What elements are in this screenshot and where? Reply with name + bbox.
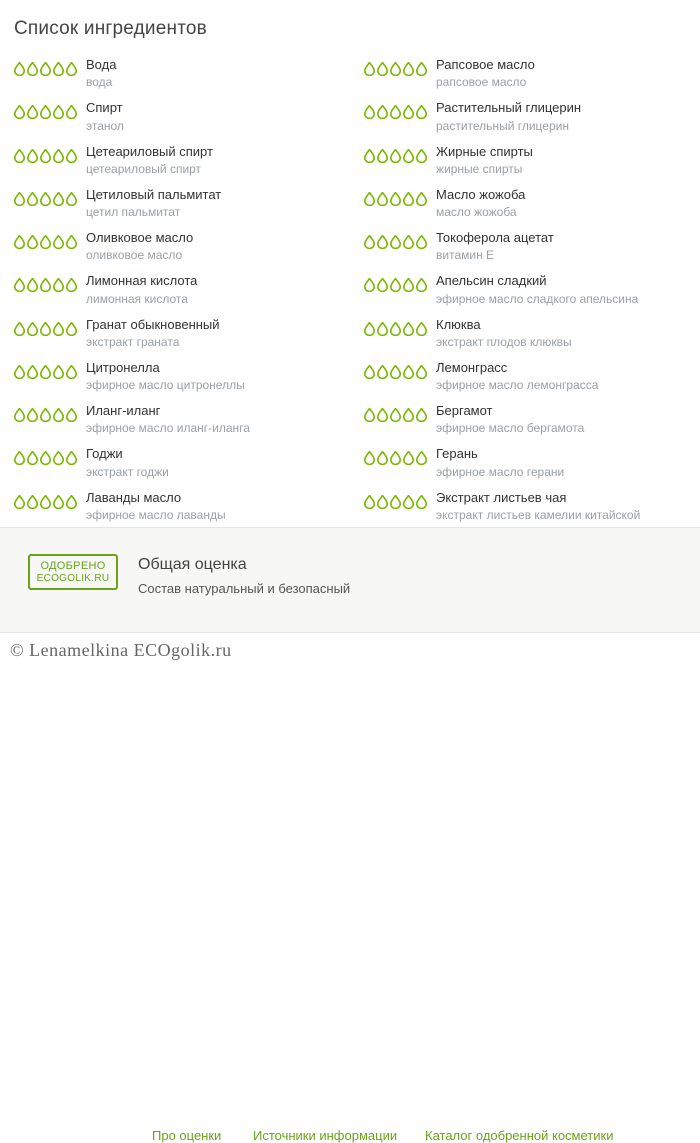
- leaf-drop-icon: [53, 62, 64, 76]
- leaf-drop-icon: [14, 105, 25, 119]
- ingredient-name[interactable]: Жирные спирты: [436, 143, 533, 159]
- leaf-drop-icon: [40, 278, 51, 292]
- leaf-drop-icon: [403, 192, 414, 206]
- ingredient-name[interactable]: Цетеариловый спирт: [86, 143, 213, 159]
- leaf-drop-icon: [53, 365, 64, 379]
- ingredient-text: [86, 403, 250, 436]
- ingredient-subtitle: экстракт плодов клюквы: [436, 334, 572, 349]
- ingredient-name[interactable]: Лемонграсс: [436, 359, 508, 375]
- leaf-drop-icon: [403, 235, 414, 249]
- leaf-drop-icon: [27, 235, 38, 249]
- leaf-drop-icon: [40, 149, 51, 163]
- leaf-drop-icon: [66, 322, 77, 336]
- leaf-drop-icon: [14, 408, 25, 422]
- leaf-drop-icon: [66, 105, 77, 119]
- ingredient-rating: [364, 446, 436, 465]
- ingredient-text: [86, 446, 169, 479]
- ingredient-text: [436, 317, 572, 350]
- ingredient-row: [0, 355, 350, 398]
- ingredient-rating: [364, 273, 436, 292]
- bottom-bar: [0, 632, 700, 667]
- leaf-drop-icon: [403, 62, 414, 76]
- leaf-drop-icon: [66, 149, 77, 163]
- leaf-drop-icon: [416, 408, 427, 422]
- leaf-drop-icon: [364, 408, 375, 422]
- leaf-drop-icon: [40, 451, 51, 465]
- leaf-drop-icon: [53, 149, 64, 163]
- ingredient-text: [86, 273, 197, 306]
- leaf-drop-icon: [403, 451, 414, 465]
- ingredient-rating: [14, 144, 86, 163]
- ingredient-row: [350, 95, 700, 138]
- ingredient-rating: [14, 360, 86, 379]
- leaf-drop-icon: [416, 62, 427, 76]
- leaf-drop-icon: [66, 451, 77, 465]
- ingredient-name[interactable]: Лаванды масло: [86, 489, 182, 505]
- leaf-drop-icon: [416, 278, 427, 292]
- ingredient-name[interactable]: Оливковое масло: [86, 230, 194, 245]
- ingredient-rating: [364, 403, 436, 422]
- ingredient-row: [350, 52, 700, 95]
- leaf-drop-icon: [66, 408, 77, 422]
- overall-score-block: [138, 556, 350, 596]
- ingredient-name[interactable]: Герань: [436, 446, 478, 462]
- ingredient-rating: [364, 187, 436, 206]
- ingredient-subtitle: вода: [86, 75, 113, 90]
- ingredient-text: [436, 490, 640, 523]
- ingredient-text: [436, 360, 598, 393]
- leaf-drop-icon: [40, 235, 51, 249]
- ingredient-rating: [364, 490, 436, 509]
- page-title: Список ингредиентов: [14, 18, 207, 39]
- leaf-drop-icon: [66, 235, 77, 249]
- ingredient-text: [436, 230, 554, 263]
- leaf-drop-icon: [364, 105, 375, 119]
- leaf-drop-icon: [364, 278, 375, 292]
- leaf-drop-icon: [40, 495, 51, 509]
- ingredient-name[interactable]: Цитронелла: [86, 359, 160, 375]
- leaf-drop-icon: [403, 322, 414, 336]
- ingredient-rating: [364, 144, 436, 163]
- leaf-drop-icon: [364, 62, 375, 76]
- ingredient-text: [436, 273, 638, 306]
- ingredient-subtitle: лимонная кислота: [86, 291, 188, 306]
- overall-score-title: Общая оценка: [138, 556, 247, 573]
- ingredient-row: [350, 398, 700, 441]
- leaf-drop-icon: [403, 149, 414, 163]
- ingredient-subtitle: масло жожоба: [436, 205, 517, 219]
- ingredient-subtitle: экстракт граната: [86, 334, 180, 349]
- ingredient-row: [0, 95, 350, 138]
- overall-score-subtitle: Состав натуральный и безопасный: [138, 581, 351, 596]
- ingredient-text: [86, 57, 116, 90]
- copyright-text: © Lenamelkina ECOgolik.ru: [10, 639, 232, 660]
- ingredients-column-left: [0, 52, 350, 571]
- leaf-drop-icon: [403, 105, 414, 119]
- leaf-drop-icon: [66, 495, 77, 509]
- link-information-sources[interactable]: Источники информации: [253, 1128, 398, 1143]
- leaf-drop-icon: [377, 451, 388, 465]
- ingredient-row: [0, 182, 350, 225]
- ingredient-subtitle: рапсовое масло: [436, 75, 527, 90]
- leaf-drop-icon: [27, 192, 38, 206]
- leaf-drop-icon: [14, 278, 25, 292]
- leaf-drop-icon: [416, 451, 427, 465]
- leaf-drop-icon: [27, 105, 38, 119]
- leaf-drop-icon: [390, 322, 401, 336]
- ingredient-rating: [14, 230, 86, 249]
- ingredient-row: [0, 398, 350, 441]
- leaf-drop-icon: [27, 278, 38, 292]
- leaf-drop-icon: [66, 192, 77, 206]
- leaf-drop-icon: [364, 365, 375, 379]
- ingredient-text: [86, 490, 226, 523]
- ingredient-rating: [14, 187, 86, 206]
- ingredient-subtitle: эфирное масло сладкого апельсина: [436, 291, 639, 306]
- ingredient-text: [436, 446, 564, 479]
- leaf-drop-icon: [416, 235, 427, 249]
- ingredient-subtitle: эфирное масло бергамота: [436, 421, 585, 436]
- link-approved-cosmetics-catalog[interactable]: Каталог одобренной косметики: [425, 1128, 614, 1143]
- leaf-drop-icon: [377, 149, 388, 163]
- leaf-drop-icon: [377, 495, 388, 509]
- leaf-drop-icon: [403, 278, 414, 292]
- ingredient-subtitle: эфирное масло лемонграсса: [436, 378, 599, 392]
- ingredient-subtitle: эфирное масло лаванды: [86, 507, 226, 522]
- ingredient-row: [350, 139, 700, 182]
- ingredient-name[interactable]: Цетиловый пальмитат: [86, 186, 222, 202]
- ingredient-subtitle: эфирное масло герани: [436, 464, 565, 479]
- approved-badge: [28, 554, 118, 590]
- leaf-drop-icon: [403, 365, 414, 379]
- leaf-drop-icon: [377, 408, 388, 422]
- ingredient-text: [436, 187, 525, 220]
- leaf-drop-icon: [53, 278, 64, 292]
- ingredient-name[interactable]: Гранат обыкновенный: [86, 316, 220, 332]
- leaf-drop-icon: [14, 322, 25, 336]
- leaf-drop-icon: [403, 408, 414, 422]
- leaf-drop-icon: [364, 495, 375, 509]
- leaf-drop-icon: [390, 235, 401, 249]
- ingredient-text: [436, 57, 535, 90]
- leaf-drop-icon: [390, 105, 401, 119]
- leaf-drop-icon: [390, 278, 401, 292]
- ingredient-rating: [14, 490, 86, 509]
- leaf-drop-icon: [416, 192, 427, 206]
- leaf-drop-icon: [53, 235, 64, 249]
- leaf-drop-icon: [66, 62, 77, 76]
- ingredient-subtitle: экстракт годжи: [86, 464, 169, 479]
- ingredient-name[interactable]: Токоферола ацетат: [436, 230, 554, 245]
- ingredient-subtitle: цетеариловый спирт: [86, 161, 202, 176]
- ingredient-rating: [364, 57, 436, 76]
- leaf-drop-icon: [53, 495, 64, 509]
- ingredient-row: [350, 182, 700, 225]
- leaf-drop-icon: [390, 451, 401, 465]
- ingredient-subtitle: витамин Е: [436, 248, 495, 263]
- ingredient-name[interactable]: Экстракт листьев чая: [436, 489, 567, 505]
- leaf-drop-icon: [364, 451, 375, 465]
- ingredient-name[interactable]: Годжи: [86, 446, 123, 462]
- leaf-drop-icon: [390, 365, 401, 379]
- leaf-drop-icon: [53, 105, 64, 119]
- approved-badge-line1: ОДОБРЕНО: [40, 560, 106, 573]
- ingredient-row: [350, 485, 700, 528]
- leaf-drop-icon: [14, 365, 25, 379]
- ingredient-text: [86, 144, 213, 177]
- leaf-drop-icon: [53, 192, 64, 206]
- ingredient-rating: [364, 230, 436, 249]
- ingredient-rating: [14, 403, 86, 422]
- ingredient-rating: [14, 57, 86, 76]
- leaf-drop-icon: [390, 149, 401, 163]
- leaf-drop-icon: [416, 365, 427, 379]
- leaf-drop-icon: [377, 235, 388, 249]
- ingredient-row: [350, 441, 700, 484]
- ingredient-row: [0, 312, 350, 355]
- ingredient-text: [436, 144, 533, 177]
- ingredient-subtitle: жирные спирты: [436, 161, 523, 176]
- ingredient-name[interactable]: Иланг-иланг: [86, 403, 161, 418]
- ingredient-rating: [14, 100, 86, 119]
- leaf-drop-icon: [40, 322, 51, 336]
- leaf-drop-icon: [40, 192, 51, 206]
- ingredients-columns: [0, 40, 700, 571]
- leaf-drop-icon: [364, 192, 375, 206]
- leaf-drop-icon: [416, 149, 427, 163]
- leaf-drop-icon: [53, 451, 64, 465]
- leaf-drop-icon: [40, 408, 51, 422]
- ingredient-row: [350, 225, 700, 268]
- leaf-drop-icon: [27, 365, 38, 379]
- leaf-drop-icon: [364, 149, 375, 163]
- ingredient-rating: [364, 317, 436, 336]
- leaf-drop-icon: [14, 62, 25, 76]
- leaf-drop-icon: [40, 105, 51, 119]
- ingredient-text: [86, 360, 245, 393]
- ingredient-subtitle: цетил пальмитат: [86, 205, 181, 219]
- approved-badge-line2: ECOGOLIK.RU: [36, 572, 110, 584]
- ingredient-subtitle: оливковое масло: [86, 248, 183, 263]
- ingredient-text: [86, 317, 220, 350]
- ingredient-row: [0, 268, 350, 311]
- leaf-drop-icon: [403, 495, 414, 509]
- ingredient-subtitle: этанол: [86, 118, 124, 133]
- ingredients-column-right: [350, 52, 700, 571]
- leaf-drop-icon: [377, 192, 388, 206]
- leaf-drop-icon: [40, 62, 51, 76]
- ingredient-row: [350, 268, 700, 311]
- leaf-drop-icon: [390, 192, 401, 206]
- ingredient-name[interactable]: Рапсовое масло: [436, 57, 535, 72]
- leaf-drop-icon: [27, 322, 38, 336]
- ingredient-row: [0, 441, 350, 484]
- leaf-drop-icon: [66, 365, 77, 379]
- link-about-ratings[interactable]: Про оценки: [152, 1128, 222, 1143]
- leaf-drop-icon: [53, 322, 64, 336]
- leaf-drop-icon: [27, 451, 38, 465]
- leaf-drop-icon: [27, 408, 38, 422]
- leaf-drop-icon: [66, 278, 77, 292]
- leaf-drop-icon: [14, 495, 25, 509]
- ingredient-name[interactable]: Клюква: [436, 316, 481, 332]
- leaf-drop-icon: [377, 105, 388, 119]
- ingredient-rating: [14, 446, 86, 465]
- ingredient-rating: [364, 360, 436, 379]
- ingredient-name[interactable]: Вода: [86, 57, 117, 72]
- leaf-drop-icon: [364, 322, 375, 336]
- leaf-drop-icon: [14, 235, 25, 249]
- ingredient-row: [0, 225, 350, 268]
- leaf-drop-icon: [416, 322, 427, 336]
- leaf-drop-icon: [14, 451, 25, 465]
- ingredient-rating: [14, 317, 86, 336]
- ingredient-row: [0, 52, 350, 95]
- leaf-drop-icon: [390, 495, 401, 509]
- ingredient-text: [86, 100, 124, 133]
- ingredient-row: [350, 312, 700, 355]
- leaf-drop-icon: [364, 235, 375, 249]
- ingredient-name[interactable]: Лимонная кислота: [86, 273, 198, 289]
- leaf-drop-icon: [377, 62, 388, 76]
- ingredient-subtitle: растительный глицерин: [436, 118, 569, 133]
- ingredient-subtitle: эфирное масло цитронеллы: [86, 378, 245, 392]
- ingredient-row: [0, 139, 350, 182]
- leaf-drop-icon: [416, 495, 427, 509]
- leaf-drop-icon: [377, 278, 388, 292]
- ingredient-name[interactable]: Масло жожоба: [436, 186, 526, 202]
- ingredient-text: [436, 100, 581, 133]
- leaf-drop-icon: [27, 149, 38, 163]
- ingredient-subtitle: эфирное масло иланг-иланга: [86, 421, 250, 436]
- leaf-drop-icon: [416, 105, 427, 119]
- ingredient-row: [350, 355, 700, 398]
- ingredient-name[interactable]: Растительный глицерин: [436, 100, 582, 116]
- leaf-drop-icon: [390, 62, 401, 76]
- ingredient-subtitle: экстракт листьев камелии китайской: [436, 507, 641, 522]
- ingredient-rating: [14, 273, 86, 292]
- leaf-drop-icon: [377, 322, 388, 336]
- ingredient-text: [436, 403, 584, 436]
- leaf-drop-icon: [40, 365, 51, 379]
- leaf-drop-icon: [377, 365, 388, 379]
- ingredient-text: [86, 187, 221, 220]
- ingredient-name[interactable]: Спирт: [86, 100, 123, 116]
- ingredient-text: [86, 230, 193, 263]
- ingredient-name[interactable]: Бергамот: [436, 403, 493, 418]
- ingredient-rating: [364, 100, 436, 119]
- ingredient-name[interactable]: Апельсин сладкий: [436, 273, 547, 289]
- leaf-drop-icon: [27, 62, 38, 76]
- leaf-drop-icon: [14, 192, 25, 206]
- leaf-drop-icon: [14, 149, 25, 163]
- leaf-drop-icon: [27, 495, 38, 509]
- ingredient-row: [0, 485, 350, 528]
- leaf-drop-icon: [390, 408, 401, 422]
- leaf-drop-icon: [53, 408, 64, 422]
